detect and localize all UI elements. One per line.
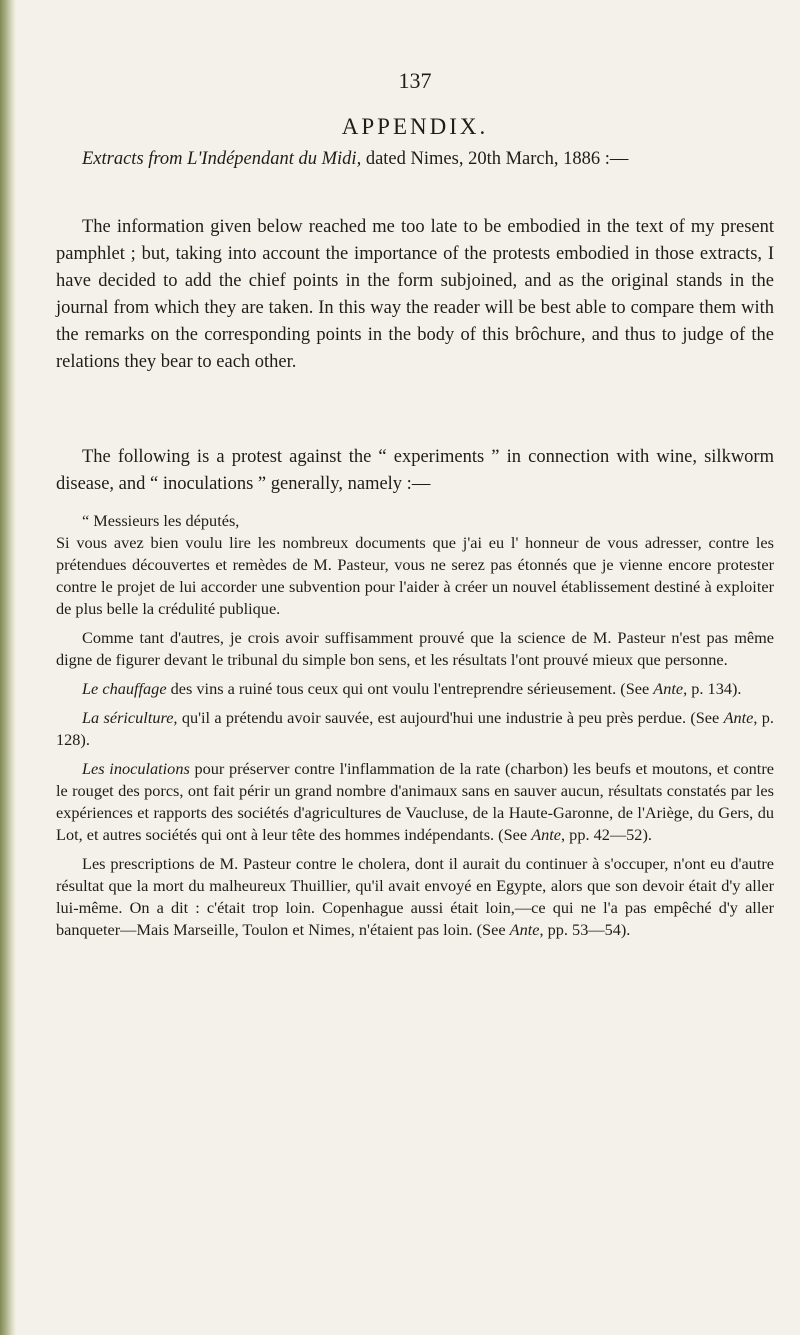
letter-paragraph: La sériculture, qu'il a prétendu avoir sauvée, est aujourd'hui une industrie à peu près perdue. (See Ante, p. 128).	[56, 708, 774, 749]
letter-paragraph: Les inoculations pour préserver contre l'inflammation de la rate (charbon) les beufs et moutons, et contre le rouget des porcs, ont fait périr un grand nombre d'animaux sans en sauver aucun, résultats constatés par les expériences et rapports des sociétés d'agricultures de Vaucluse, de la Haute-Garonne, de l'Ariège, du Gers, du Lot, et autres sociétés qui ont à leur tête des hommes indépendants. (See Ante, pp. 42—52).	[56, 759, 774, 844]
page-number: 137	[398, 68, 432, 93]
cross-reference: Ante	[653, 679, 684, 698]
binding-gutter	[0, 0, 16, 1335]
appendix-heading: APPENDIX.	[341, 114, 489, 139]
letter-paragraph: Le chauffage des vins a ruiné tous ceux qui ont voulu l'entreprendre sérieusement. (See Ante, p. 134).	[82, 679, 742, 698]
cross-reference: Ante	[723, 708, 754, 727]
intro-date: dated Nimes, 20th March, 1886 :—	[361, 149, 629, 169]
letter-term: Les inoculations	[82, 759, 190, 778]
intro-line	[56, 146, 774, 173]
cross-reference: Ante	[531, 825, 562, 844]
cross-reference: Ante	[509, 920, 540, 939]
quoted-letter	[56, 510, 774, 948]
paragraph-protest-intro: The following is a protest against the “ experiments ” in connection with wine, silkworm disease, and “ inoculations ” generally, namely :—	[56, 447, 774, 494]
paragraph-explanation: The information given below reached me too late to be embodied in the text of my present pamphlet ; but, taking into account the importance of the protests embodied in those extracts, I have decided to add the chief points in the form subjoined, and as the original stands in the journal from which they are taken. In this way the reader will be best able to compare them with the remarks on the corresponding points in the body of this brôchure, and thus to judge of the relations they bear to each other.	[56, 217, 774, 372]
letter-paragraph: Comme tant d'autres, je crois avoir suffisamment prouvé que la science de M. Pasteur n'est pas même digne de figurer devant le tribunal du simple bon sens, et les résultats l'ont prouvé mieux que personne.	[56, 628, 774, 669]
letter-term: La sériculture,	[82, 708, 178, 727]
letter-paragraph: Les prescriptions de M. Pasteur contre le cholera, dont il aurait du continuer à s'occuper, n'ont eu d'autre résultat que la mort du malheureux Thuillier, qu'il avait envoyé en Egypte, alors que son devoir était d'y aller lui-même. On a dit : c'était trop loin. Copenhague aussi était loin,—ce qui ne l'a pas empêché d'y aller banqueter—Mais Marseille, Toulon et Nimes, n'étaient pas loin. (See Ante, pp. 53—54).	[56, 854, 774, 939]
intro-source: Extracts from L'Indépendant du Midi,	[82, 149, 362, 169]
letter-term: Le chauffage	[82, 679, 167, 698]
letter-paragraph: Si vous avez bien voulu lire les nombreux documents que j'ai eu l' honneur de vous adresser, contre les prétendues découvertes et remèdes de M. Pasteur, vous ne serez pas étonnés que je vienne encore protester contre le projet de lui accorder une subvention pour l'aider à créer un nouvel établissement destiné à exploiter de plus belle la crédulité publique.	[56, 533, 774, 618]
letter-salutation: “ Messieurs les députés,	[82, 511, 240, 530]
